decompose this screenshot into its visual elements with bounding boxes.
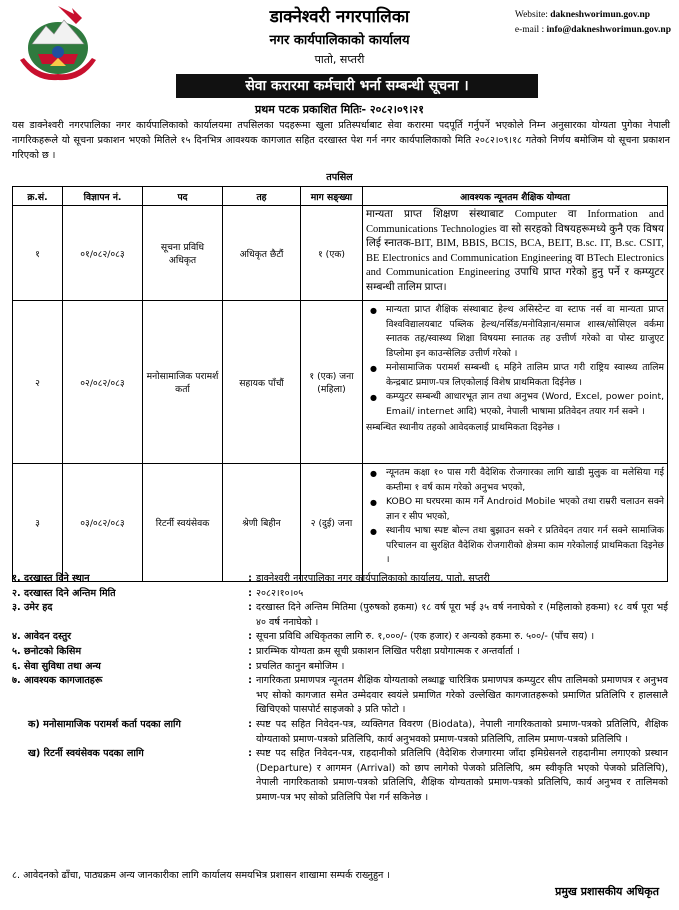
qualification-list bbox=[366, 466, 664, 568]
detail-label: ४. आवेदन दस्तुर bbox=[12, 631, 72, 643]
detail-label: ६. सेवा सुविधा तथा अन्य bbox=[12, 660, 101, 672]
detail-row: क) मनोसामाजिक परामर्श कर्ता पदका लागि : स्पष्ट पद सहित निवेदन-पत्र, व्यक्तिगत विवरण (Biodata), नेपाली नागरिकताको प्रमाण-पत्रको प्रतिलिपि, शैक्षिक योग्यताको प्रमाण-पत्रको प्रतिलिपि, कार्य अनुभवको प्रमाण-पत्रको प्रतिलिपि, तालिम प्रमाण-पत्रको प्रतिलिपि । bbox=[12, 718, 668, 747]
cell-level: अधिकृत छैटौं bbox=[223, 206, 301, 301]
published-date: प्रथम पटक प्रकाशित मितिः- २०८२।०९।२१ bbox=[254, 103, 424, 116]
notice-title: सेवा करारमा कर्मचारी भर्ना सम्बन्धी सूचना । bbox=[176, 74, 538, 98]
detail-row: ख) रिटर्नी स्वयंसेवक पदका लागि : स्पष्ट पद सहित निवेदन-पत्र, राहदानीको प्रतिलिपि (वैदेशिक रोजगारमा जाँदा इमिग्रेसनले राहदानीमा लगाएको प्रस्थान (Departure) र आगमन (Arrival) को छाप लागेको पेजको प्रतिलिपि, श्रम स्वीकृति भएको पेजको प्रतिलिपि), नेपाली नागरिकताको प्रमाण-पत्रको प्रतिलिपि, शैक्षिक योग्यताको प्रमाण-पत्रको प्रतिलिपि, कार्य अनुभव र तालिमको प्रमाण-पत्र भए सोको प्रतिलिपि पेश गर्न सकिनेछ । bbox=[12, 747, 668, 805]
cell-count: २ (दुई) जना bbox=[301, 464, 363, 582]
office-name: नगर कार्यपालिकाको कार्यालय bbox=[269, 33, 410, 48]
detail-label: क) मनोसामाजिक परामर्श कर्ता पदका लागि bbox=[28, 718, 181, 730]
table-row bbox=[13, 206, 668, 301]
qualification-list bbox=[366, 303, 664, 419]
qualification-text: मान्यता प्राप्त शिक्षण संस्थाबाट Computer वा Information and Communications Technologies वा सो सरहको विषयहरूमध्ये कुनै एक विषय लिई स्नातक-BIT, BIM, BBIS, BCIS, BCA, BEIT, B.sc. IT, B.sc. CSIT, BE Electronics and Communication Engineering वा BTech Electronics and Communication Engineering उपाधि प्राप्त गरेको हुनु पर्ने र कम्प्युटर सम्बन्धी तालिम प्राप्त। bbox=[366, 209, 664, 293]
detail-row: ७. आवश्यक कागजातहरू : नागरिकता प्रमाणपत्र न्यूनतम शैक्षिक योग्यताको लब्धाङ्क चारित्रिक प्रमाणपत्र कम्प्युटर सीप तालिमको प्रमाणपत्र र अनुभव भए सोको कागजात समेत उम्मेदवार स्वयंले प्रमाणित गरेको उल्लेखित कागजातहरूको प्रमाणित प्रतिलिपि र हालसालै खिचिएको पासपोर्ट साइजको ३ प्रति फोटो । bbox=[12, 674, 668, 718]
col-header-level: तह bbox=[223, 187, 301, 206]
cell-post: रिटर्नी स्वयंसेवक bbox=[143, 464, 223, 582]
cell-adv-no: ०२/०८२/०८३ bbox=[63, 301, 143, 464]
detail-label: २. दरखास्त दिने अन्तिम मिति bbox=[12, 587, 116, 599]
detail-value: प्रचलित कानुन बमोजिम । bbox=[256, 660, 345, 672]
list-item: ● मान्यता प्राप्त शैक्षिक संस्थाबाट हेल्थ असिस्टेन्ट वा स्टाफ नर्स वा मान्यता प्राप्त विश्वविद्यालयबाट पब्लिक हेल्थ/नर्सिङ/मनोविज्ञान/समाज शास्त्र/सोसिएल वर्कमा स्नातक तह/स्वास्थ्य शिक्षा विषयमा स्नातक तह उत्तीर्ण गरेको वा पोस्ट ग्राजुएट डिप्लोमा इन काउन्सेलिङ उत्तीर्ण गरेको । bbox=[386, 303, 664, 361]
col-header-qualification: आवश्यक न्यूनतम शैक्षिक योग्यता bbox=[363, 187, 668, 206]
detail-value: दरखास्त दिने अन्तिम मितिमा (पुरुषको हकमा) १८ वर्ष पूरा भई ३५ वर्ष ननाघेको र (महिलाको हकमा) १८ वर्ष पूरा भई ४० वर्ष ननाघेको । bbox=[256, 602, 668, 628]
detail-value: स्पष्ट पद सहित निवेदन-पत्र, राहदानीको प्रतिलिपि (वैदेशिक रोजगारमा जाँदा इमिग्रेसनले राहदानीमा लगाएको प्रस्थान (Departure) र आगमन (Arrival) को छाप लागेको पेजको प्रतिलिपि, श्रम स्वीकृति भएको पेजको प्रतिलिपि), नेपाली नागरिकताको प्रमाण-पत्रको प्रतिलिपि, शैक्षिक योग्यताको प्रमाण-पत्रको प्रतिलिपि, कार्य अनुभव र तालिमको प्रमाण-पत्र भए सोको प्रतिलिपि पेश गर्न सकिनेछ । bbox=[256, 748, 668, 803]
detail-row: १. दरखास्त दिने स्थान : डाक्नेश्वरी नगरपालिका नगर कार्यपालिकाको कार्यालय, पातो, सप्तरी bbox=[12, 572, 668, 587]
schedule-heading: तपसिल bbox=[326, 172, 353, 183]
qualification-note: सम्बन्धित स्थानीय तहको आवेदकलाई प्राथमिकता दिइनेछ । bbox=[366, 422, 561, 433]
detail-label: १. दरखास्त दिने स्थान bbox=[12, 573, 90, 584]
cell-qualification bbox=[363, 206, 668, 301]
cell-count: १ (एक) जना (महिला) bbox=[301, 301, 363, 464]
cell-count: १ (एक) bbox=[301, 206, 363, 301]
cell-sn: १ bbox=[13, 206, 63, 301]
detail-row: ३. उमेर हद : दरखास्त दिने अन्तिम मितिमा (पुरुषको हकमा) १८ वर्ष पूरा भई ३५ वर्ष ननाघेको र (महिलाको हकमा) १८ वर्ष पूरा भई ४० वर्ष ननाघेको । bbox=[12, 601, 668, 630]
application-details bbox=[12, 572, 668, 806]
detail-label: ३. उमेर हद bbox=[12, 602, 53, 614]
cell-sn: २ bbox=[13, 301, 63, 464]
cell-level: श्रेणी बिहीन bbox=[223, 464, 301, 582]
col-header-adv-no: विज्ञापन नं. bbox=[63, 187, 143, 206]
col-header-post: पद bbox=[143, 187, 223, 206]
list-item: ● कम्प्युटर सम्बन्धी आधारभूत ज्ञान तथा अनुभव (Word, Excel, power point, Email/ internet आदि) भएको, नेपाली भाषामा प्रतिवेदन तयार गर्न सक्ने । bbox=[386, 390, 664, 419]
cell-adv-no: ०१/०८२/०८३ bbox=[63, 206, 143, 301]
col-header-count: माग सङ्ख्या bbox=[301, 187, 363, 206]
detail-value: २०८२।१०।०५ bbox=[256, 587, 304, 599]
municipality-name: डाक्नेश्वरी नगरपालिका bbox=[269, 7, 410, 27]
list-item: ● KOBO मा घरघरमा काम गर्ने Android Mobile भएको तथा राम्ररी चलाउन सक्ने ज्ञान र सीप भएको, bbox=[386, 495, 664, 524]
list-item: ● न्यूनतम कक्षा १० पास गरी वैदेशिक रोजगारका लागि खाडी मुलुक वा मलेसिया गई कम्तीमा १ वर्ष काम गरेको अनुभव भएको, bbox=[386, 466, 664, 495]
cell-post: सूचना प्रविधि अधिकृत bbox=[143, 206, 223, 301]
office-location: पातो, सप्तरी bbox=[314, 53, 365, 66]
contact-note: ८. आवेदनको ढाँचा, पाठ्यक्रम अन्य जानकारीका लागि कार्यालय समयभित्र प्रशासन शाखामा सम्पर्क राख्नुहुन । bbox=[12, 870, 391, 881]
cell-qualification bbox=[363, 464, 668, 582]
table-row bbox=[13, 301, 668, 464]
contact-block bbox=[515, 8, 671, 38]
detail-label: ७. आवश्यक कागजातहरू bbox=[12, 675, 103, 687]
signatory-title: प्रमुख प्रशासकीय अधिकृत bbox=[555, 885, 659, 898]
detail-row: ४. आवेदन दस्तुर : सूचना प्रविधि अधिकृतका लागि रु. १,०००/- (एक हजार) र अन्यको हकमा रु. ५००/- (पाँच सय) । bbox=[12, 630, 668, 645]
detail-value: प्रारम्भिक योग्यता क्रम सूची प्रकाशन लिखित परीक्षा प्रयोगात्मक र अन्तर्वार्ता । bbox=[256, 645, 520, 657]
detail-row: ५. छनोटको किसिम : प्रारम्भिक योग्यता क्रम सूची प्रकाशन लिखित परीक्षा प्रयोगात्मक र अन्तर्वार्ता । bbox=[12, 645, 668, 660]
detail-value: स्पष्ट पद सहित निवेदन-पत्र, व्यक्तिगत विवरण (Biodata), नेपाली नागरिकताको प्रमाण-पत्रको प्रतिलिपि, शैक्षिक योग्यताको प्रमाण-पत्रको प्रतिलिपि, कार्य अनुभवको प्रमाण-पत्रको प्रतिलिपि, तालिम प्रमाण-पत्रको प्रतिलिपि । bbox=[256, 718, 668, 745]
website-label: Website: bbox=[514, 10, 548, 20]
table-row bbox=[13, 464, 668, 582]
list-item: ● मनोसामाजिक परामर्श सम्बन्धी ६ महिने तालिम प्राप्त गरी राष्ट्रिय स्वास्थ्य तालिम केन्द्रबाट प्रमाण-पत्र लिएकोलाई विशेष प्राथमिकता दिईनेछ । bbox=[386, 361, 664, 390]
vacancy-table bbox=[12, 186, 668, 582]
intro-paragraph: यस डाक्नेश्वरी नगरपालिका नगर कार्यपालिकाको कार्यालयमा तपसिलका पदहरूमा खुला प्रतिस्पर्धाबाट सेवा करारमा पदपूर्ति गर्नुपर्ने भएकोले निम्न अनुसारका योग्यता पुगेका नेपाली नागरिकहरूले यो सूचना प्रकाशन भएको मितिले १५ दिनभित्र आवश्यक कागजात सहित दरखास्त पेश गर्न नगर कार्यपालिकाको मिति २०८२।०९।१८ गतेको निर्णय बमोजिम यो सूचना प्रकाशन गरिएको छ । bbox=[12, 120, 670, 161]
website-link[interactable]: dakneshworimun.gov.np bbox=[550, 10, 651, 20]
email-label: e-mail : bbox=[514, 25, 545, 35]
cell-post: मनोसामाजिक परामर्श कर्ता bbox=[143, 301, 223, 464]
detail-row: २. दरखास्त दिने अन्तिम मिति : २०८२।१०।०५ bbox=[12, 587, 668, 602]
email-link[interactable]: info@dakneshworimun.gov.np bbox=[546, 25, 671, 35]
detail-label: ख) रिटर्नी स्वयंसेवक पदका लागि bbox=[28, 748, 144, 760]
cell-level: सहायक पाँचौं bbox=[223, 301, 301, 464]
detail-row: ६. सेवा सुविधा तथा अन्य : प्रचलित कानुन बमोजिम । bbox=[12, 660, 668, 675]
cell-qualification bbox=[363, 301, 668, 464]
detail-value: नागरिकता प्रमाणपत्र न्यूनतम शैक्षिक योग्यताको लब्धाङ्क चारित्रिक प्रमाणपत्र कम्प्युटर सीप तालिमको प्रमाणपत्र र अनुभव भए सोको कागजात समेत उम्मेदवार स्वयंले प्रमाणित गरेको उल्लेखित कागजातहरूको प्रमाणित प्रतिलिपि र हालसालै खिचिएको पासपोर्ट साइजको ३ प्रति फोटो । bbox=[256, 675, 668, 716]
detail-value: सूचना प्रविधि अधिकृतका लागि रु. १,०००/- (एक हजार) र अन्यको हकमा रु. ५००/- (पाँच सय) । bbox=[256, 631, 595, 643]
cell-adv-no: ०३/०८२/०८३ bbox=[63, 464, 143, 582]
detail-value: डाक्नेश्वरी नगरपालिका नगर कार्यपालिकाको कार्यालय, पातो, सप्तरी bbox=[256, 573, 490, 584]
detail-label: ५. छनोटको किसिम bbox=[12, 645, 82, 657]
cell-sn: ३ bbox=[13, 464, 63, 582]
list-item: ● स्थानीय भाषा स्पष्ट बोल्न तथा बुझाउन सक्ने र प्रतिवेदन तयार गर्न सक्ने सामाजिक परिचालन वा सुरक्षित वैदेशिक रोजगारीको क्षेत्रमा काम गरेकोलाई प्राथमिकता दिइनेछ । bbox=[386, 524, 664, 568]
col-header-sn: क्र.सं. bbox=[13, 187, 63, 206]
table-header-row bbox=[13, 187, 668, 206]
